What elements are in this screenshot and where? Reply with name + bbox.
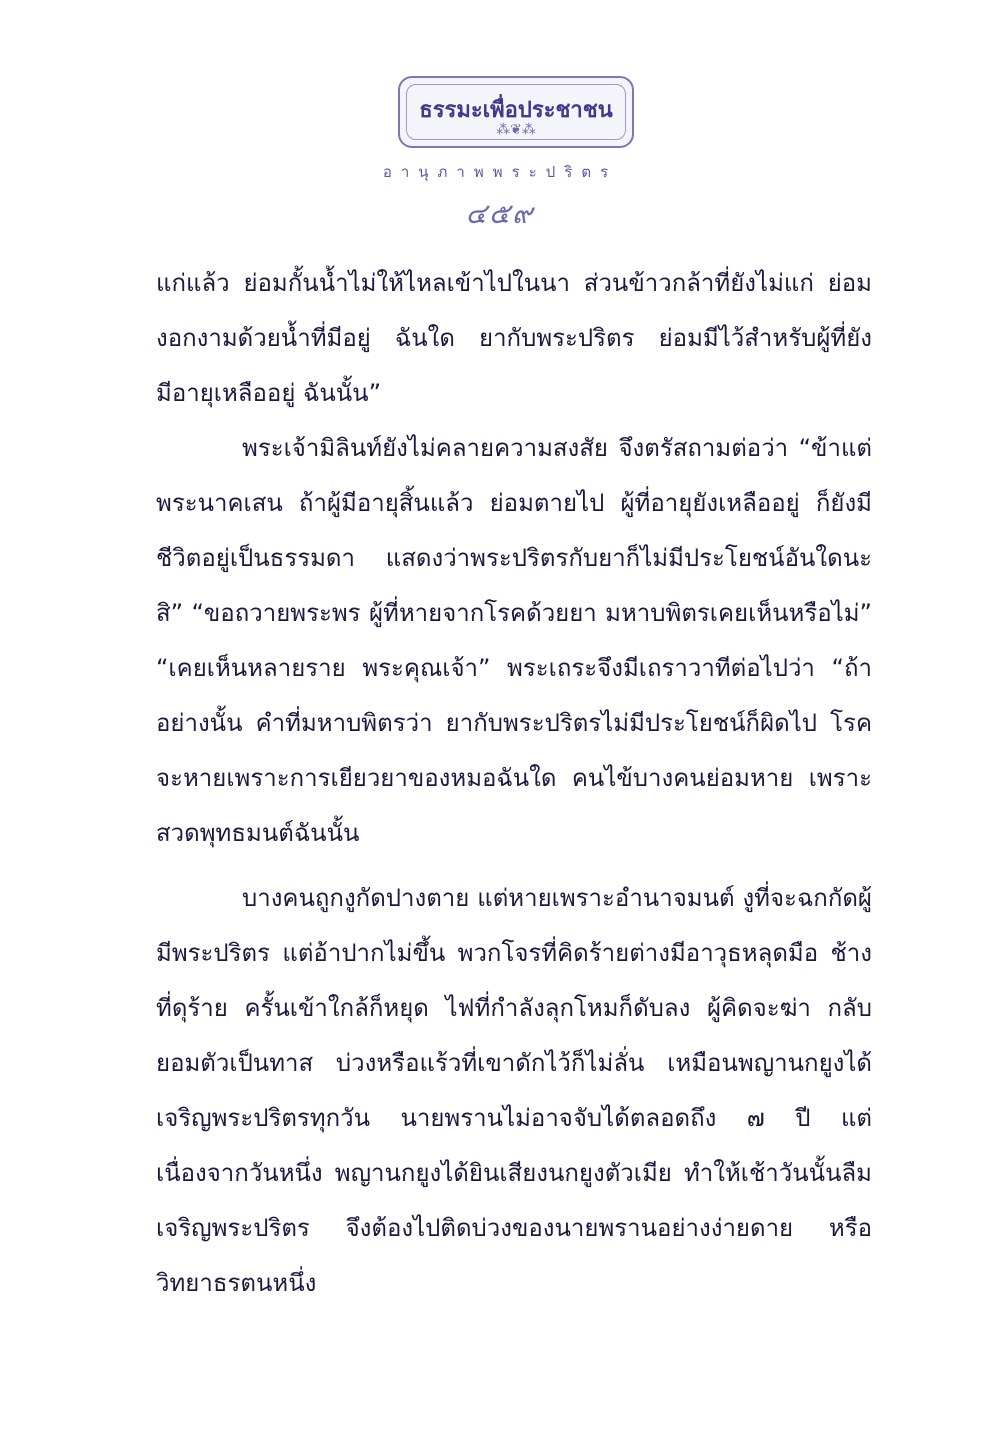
logo-ornament-icon: ⁂❦⁂ — [496, 122, 536, 138]
logo-text: ธรรมะเพื่อประชาชน — [419, 97, 613, 123]
paragraph-3: บางคนถูกงูกัดปางตาย แต่หายเพราะอำนาจมนต์ งูที่จะฉกกัดผู้มีพระปริตร แต่อ้าปากไม่ขึ้น พวกโจรที่คิดร้ายต่างมีอาวุธหลุดมือ ช้างที่ดุร้าย ครั้นเข้าใกล้ก็หยุด ไฟที่กำลังลุกโหมก็ดับลง ผู้คิดจะฆ่า กลับยอมตัวเป็นทาส บ่วงหรือแร้วที่เขาดักไว้ก็ไม่ลั่น เหมือนพญานกยูงได้เจริญพระปริตรทุกวัน นายพรานไม่อาจจับได้ตลอดถึง ๗ ปี แต่เนื่องจากวันหนึ่ง พญานกยูงได้ยินเสียงนกยูงตัวเมีย ทำให้เช้าวันนั้นลืมเจริญพระปริตร จึงต้องไปติดบ่วงของนายพรานอย่างง่ายดาย หรือวิทยาธรตนหนึ่ง — [156, 884, 872, 1297]
paragraph-1: แก่แล้ว ย่อมกั้นน้ำไม่ให้ไหลเข้าไปในนา ส่วนข้าวกล้าที่ยังไม่แก่ ย่อมงอกงามด้วยน้ำที่มีอยู่ ฉันใด ยากับพระปริตร ย่อมมีไว้สำหรับผู้ที่ยังมีอายุเหลืออยู่ ฉันนั้น” — [156, 269, 872, 407]
publisher-logo — [398, 76, 634, 148]
body-text — [156, 256, 872, 1311]
paragraph-2: พระเจ้ามิลินท์ยังไม่คลายความสงสัย จึงตรัสถามต่อว่า “ข้าแต่พระนาคเสน ถ้าผู้มีอายุสิ้นแล้ว ย่อมตายไป ผู้ที่อายุยังเหลืออยู่ ก็ยังมีชีวิตอยู่เป็นธรรมดา แสดงว่าพระปริตรกับยาก็ไม่มีประโยชน์อันใดนะสิ” “ขอถวายพระพร ผู้ที่หายจากโรคด้วยยา มหาบพิตรเคยเห็นหรือไม่” “เคยเห็นหลายราย พระคุณเจ้า” พระเถระจึงมีเถราวาทีต่อไปว่า “ถ้าอย่างนั้น คำที่มหาบพิตรว่า ยากับพระปริตรไม่มีประโยชน์ก็ผิดไป โรคจะหายเพราะการเยียวยาของหมอฉันใด คนไข้บางคนย่อมหาย เพราะสวดพุทธมนต์ฉันนั้น — [156, 434, 872, 847]
book-title: อานุภาพพระปริตร — [382, 163, 618, 181]
page-number: ๔๕๙ — [465, 197, 535, 230]
